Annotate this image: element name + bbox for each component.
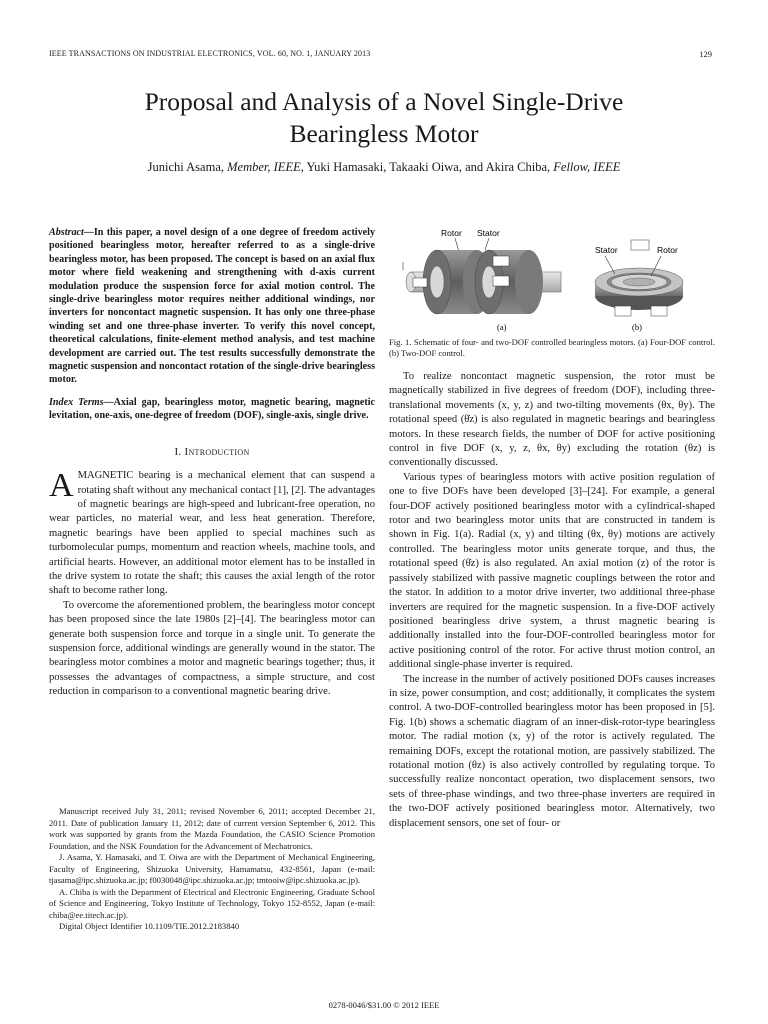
footnote-doi: Digital Object Identifier 10.1109/TIE.2012.2183840 [59,921,240,931]
right-paragraph-3: The increase in the number of actively positioned DOFs causes increases in size, power consumption, and cost; additionally, it complicates the system control. A two-DOF-controlled bearingless motor has been proposed in [5]. Fig. 1(b) shows a schematic diagram of an inner-disk-rotor-type bearingless motor. The radial motion (x, y) of the rotor is actively regulated. The remaining DOFs, except the rotational motion, are passively stabilized. The rotational motion (θz) is also actively controlled by regulating torque. To successfully realize noncontact operation, two displacement sensors, two sets of three-phase windings, and two three-phase inverters are required in the two-DOF actively positioned bearingless motor. Alternatively, two displacement sensors, one set of four- or [389,673,715,829]
right-column [389,370,715,831]
journal-header: IEEE TRANSACTIONS ON INDUSTRIAL ELECTRONICS, VOL. 60, NO. 1, JANUARY 2013 [49,49,371,58]
author-list [0,160,768,175]
rotor-label-b: Rotor [657,245,678,255]
intro-first-word: MAGNETIC [77,470,134,482]
title-line-1: Proposal and Analysis of a Novel Single-Drive [144,87,624,116]
section-title: Introduction [184,445,250,458]
stator-label-b: Stator [595,245,618,255]
left-column [49,226,375,700]
abstract [49,226,375,387]
author-others: , Yuki Hamasaki, Takaaki Oiwa, and Akira Chiba, [300,160,554,174]
figure-1-caption: Fig. 1. Schematic of four- and two-DOF controlled bearingless motors. (a) Four-DOF control. (b) Two-DOF control. [389,337,715,358]
section-number: I. [174,445,185,458]
index-terms [49,396,375,423]
drop-cap: A [49,467,74,505]
footnote-affiliation-1: J. Asama, Y. Hamasaki, and T. Oiwa are with the Department of Mechanical Engineering, Faculty of Engineering, Shizuoka University, Hamamatsu, 432-8561, Japan (e-mail: tjasama@ipc.shizuoka.ac.jp; f0030048@ipc.shizuoka.ac.jp; tmtooiw@ipc.shizuoka.ac.jp). [49,852,375,885]
stator-label-a: Stator [477,228,500,238]
title-line-2: Bearingless Motor [289,119,479,148]
figure-1a-drawing [403,228,561,332]
footnote-manuscript: Manuscript received July 31, 2011; revised November 6, 2011; accepted December 21, 2011. Date of publication January 11, 2012; date of current version September 6, 2012. This work was supported by grants from the Mazda Foundation, the CASIO Science Promotion Foundation, and the NSK Foundation for the Advancement of Mechatronics. [49,806,375,851]
index-terms-label: Index Terms [49,396,104,408]
author-1: Junichi Asama, [147,160,228,174]
index-terms-text: —Axial gap, bearingless motor, magnetic bearing, magnetic levitation, one-axis, one-degree of freedom (DOF), single-axis, single drive. [49,396,375,422]
right-paragraph-2: Various types of bearingless motors with active position regulation of one to five DOFs have been developed [3]–[24]. For example, a general four-DOF actively positioned bearingless motor with a cylindrical-shaped rotor and two bearingless motor units that are constructed in tandem is shown in Fig. 1(a). Radial (x, y) and tilting (θx, θy) motions are actively controlled. The bearingless motor units generate torque, and thus, the rotational speed (θ̇z) is also regulated. An axial motion (z) of the rotor is passively stabilized with passive magnetic couplings between the rotor and the stator. In addition to a motor drive inverter, two additional three-phase inverters are required for the magnetic suspension. In a five-DOF actively positioned bearingless drive system, a thrust magnetic bearing is additionally installed into the four-DOF-controlled bearingless motor for active positioning control of the rotor. For active thrust motion control, an additional single-phase inverter is required. [389,471,715,671]
rotor-label-a: Rotor [441,228,462,238]
abstract-text: —In this paper, a novel design of a one degree of freedom actively positioned bearingless motor, hereafter referred to as a single-drive bearingless motor, has been proposed. The concept is based on an axial flux motor where field weakening and strengthening with d-axis current modulation produce the suspension force for axial motion control. The single-drive bearingless motor requires neither additional windings, nor inverters for noncontact magnetic suspension. It has only one three-phase winding set and one three-phase inverter. To verify this novel concept, theoretical calculations, finite-element method analysis, and test machine development are carried out. The test results successfully demonstrate the magnetic suspension and noncontact rotation of the single-drive bearingless motor. [49,227,375,386]
intro-paragraph-2: To overcome the aforementioned problem, the bearingless motor concept has been proposed since the late 1980s [2]–[4]. The bearingless motor can generate both suspension force and torque in a single unit. To generate the suspension force, additional windings are generally wound in the stator. The bearingless motor combines a motor and magnetic bearings together; thus, it possesses the advantages of compactness, a simple structure, and cost reduction in comparison to a conventional magnetic bearing drive. [49,599,375,698]
paper-title [0,86,768,150]
copyright-footer: 0278-0046/$31.00 © 2012 IEEE [328,1000,440,1010]
figure-1-schematic [389,226,715,334]
footnote-block [49,806,375,933]
intro-paragraph-1-text: bearing is a mechanical element that can suspend a rotating shaft without any mechanical contact [1], [2]. The advantages of magnetic bearings are high-speed and lubricant-free operation, no wear particles, no material wear, and less heat generation. Therefore, magnetic bearings have been applied to special machines such as turbomolecular pumps, momentum and reaction wheels, machine tools, and artificial hearts. However, an additional motor element has to be installed in the drive system to rotate the shaft; this causes the axial length of the rotor shaft to become rather long. [49,470,375,597]
figure-label-b: (b) [632,322,642,332]
footnote-affiliation-2: A. Chiba is with the Department of Electrical and Electronic Engineering, Graduate School of Science and Engineering, Tokyo Institute of Technology, Tokyo 152-8552, Japan (e-mail: chiba@ee.titech.ac.jp). [49,886,375,920]
figure-label-a: (a) [497,322,507,332]
section-heading-introduction [49,445,375,459]
intro-paragraph-1 [49,469,375,599]
page-number: 129 [699,49,712,59]
author-last-role: Fellow, IEEE [553,160,621,174]
author-1-role: Member, IEEE [227,160,301,174]
abstract-label: Abstract [49,227,84,238]
figure-1b-drawing [595,240,683,332]
right-paragraph-1: To realize noncontact magnetic suspension, the rotor must be magnetically stabilized in five degrees of freedom (DOF), including three-translational movements (x, y, z) and two-tilting movements (θx, θy). The rotational speed (θ̇z) is also regulated in magnetic bearings and bearingless motors. In these research fields, the number of DOF for active positioning control in five DOF (x, y, z, θx, θy) excluding the rotation (θz) is conventionally discussed. [389,371,715,469]
